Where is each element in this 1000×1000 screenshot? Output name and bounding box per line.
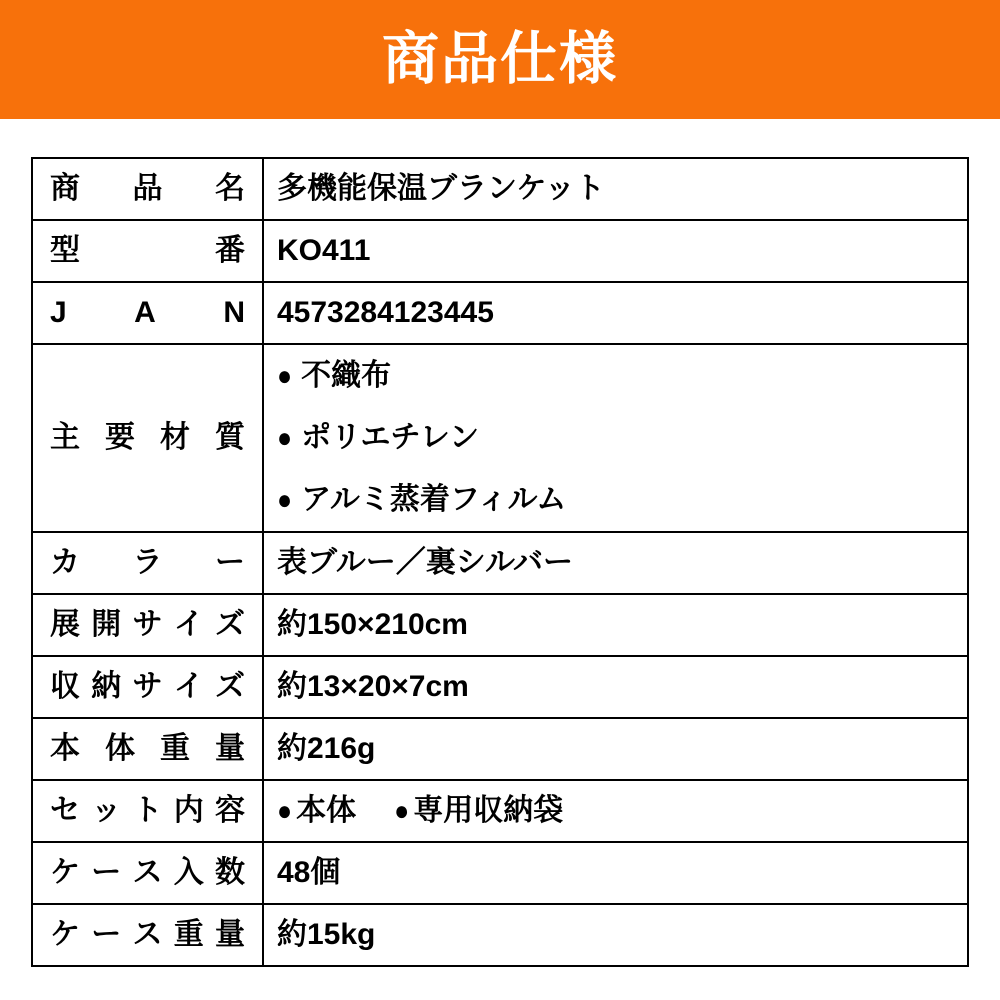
row-label [32,282,263,344]
table-row [32,282,968,344]
label-char: ケ [50,856,80,889]
label-char: ッ [91,794,122,827]
row-value-text: KO411 [277,233,371,267]
label-char: 商 [50,172,80,205]
row-value-text: 本体 [296,793,357,827]
row-label [32,842,263,904]
bullet-icon: ● [277,421,293,454]
label-char: ズ [215,670,245,703]
table-row [32,842,968,904]
label-char: 番 [215,234,245,267]
label-char: ケ [50,918,80,951]
row-value [263,282,968,344]
label-char: イ [173,670,204,703]
label-char: 数 [215,856,245,889]
table-row [32,158,968,220]
row-value-text: 約216g [277,731,376,765]
label-char: 重 [173,918,204,951]
bullet-item [277,794,356,829]
row-label [32,718,263,780]
row-value [263,718,968,780]
row-label-text [50,858,245,888]
row-value-text: 4573284123445 [277,295,494,329]
label-char: 入 [173,856,204,889]
row-value [263,220,968,282]
row-value-text: アルミ蒸着フィルム [301,482,567,516]
row-value-text: 専用収納袋 [413,793,564,827]
label-char: ズ [215,608,245,641]
label-char: 展 [50,608,80,641]
row-label-text [50,236,245,266]
label-char: 量 [215,732,245,765]
label-char: 収 [50,670,80,703]
table-row [32,532,968,594]
row-value-text: 表ブルー／裏シルバー [277,545,573,579]
table-row [32,780,968,842]
table-row [32,344,968,532]
label-char: 型 [50,234,80,267]
label-char: 量 [215,918,245,951]
row-value [263,780,968,842]
row-label-text [50,423,245,453]
row-label-text [50,920,245,950]
label-char: 重 [160,732,190,765]
row-value-text: 多機能保温ブランケット [277,171,605,205]
table-row [32,718,968,780]
row-label [32,344,263,532]
row-label-text [50,174,245,204]
bullet-items-inline [277,794,957,829]
label-char: ラ [132,546,163,579]
label-char: 名 [215,172,245,205]
row-label [32,220,263,282]
row-value [263,842,968,904]
label-char: ス [132,856,163,889]
row-value-text: 48個 [277,855,341,889]
label-char: J [50,296,67,329]
row-label-text [50,796,245,826]
table-row [32,904,968,966]
label-char: ー [215,546,245,579]
bullet-item [277,407,957,469]
label-char: 要 [105,421,135,454]
row-value [263,532,968,594]
label-char: ト [132,794,163,827]
label-char: カ [50,546,80,579]
label-char: 内 [173,794,204,827]
row-label [32,158,263,220]
label-char: サ [132,608,163,641]
row-value-text: 約13×20×7cm [277,669,469,703]
row-value-text: 不織布 [301,358,392,392]
row-value-text: 約150×210cm [277,607,468,641]
bullet-item [277,345,957,407]
label-char: セ [50,794,80,827]
label-char: 品 [132,172,163,205]
label-char: ー [91,856,122,889]
label-char: 納 [91,670,122,703]
label-char: 本 [50,732,80,765]
spec-table [31,157,969,967]
bullet-icon: ● [277,794,293,827]
label-char: N [223,296,245,329]
row-label-text [50,548,245,578]
bullet-icon: ● [277,359,293,392]
row-label-text [50,298,245,328]
row-value [263,158,968,220]
label-char: ー [91,918,122,951]
label-char: 質 [215,421,245,454]
bullet-icon: ● [394,794,410,827]
row-value [263,344,968,532]
bullet-item [277,469,957,531]
label-char: ス [132,918,163,951]
label-char: イ [173,608,204,641]
row-value [263,594,968,656]
table-row [32,220,968,282]
row-value-text: 約15kg [277,917,376,951]
bullet-icon: ● [277,483,293,516]
row-label [32,594,263,656]
row-label [32,656,263,718]
spec-table-body [32,158,968,966]
row-value-text: ポリエチレン [301,420,480,454]
label-char: サ [132,670,163,703]
row-label [32,532,263,594]
page-title: 商品仕様 [382,27,618,91]
table-row [32,656,968,718]
spec-header-banner [0,0,1000,119]
row-label-text [50,610,245,640]
bullet-item [394,794,563,829]
row-label [32,904,263,966]
row-value [263,656,968,718]
row-label-text [50,672,245,702]
label-char: 主 [50,421,80,454]
row-label-text [50,734,245,764]
label-char: A [134,296,156,329]
label-char: 容 [215,794,245,827]
label-char: 材 [160,421,190,454]
row-value [263,904,968,966]
row-label [32,780,263,842]
label-char: 開 [91,608,122,641]
table-row [32,594,968,656]
label-char: 体 [105,732,135,765]
